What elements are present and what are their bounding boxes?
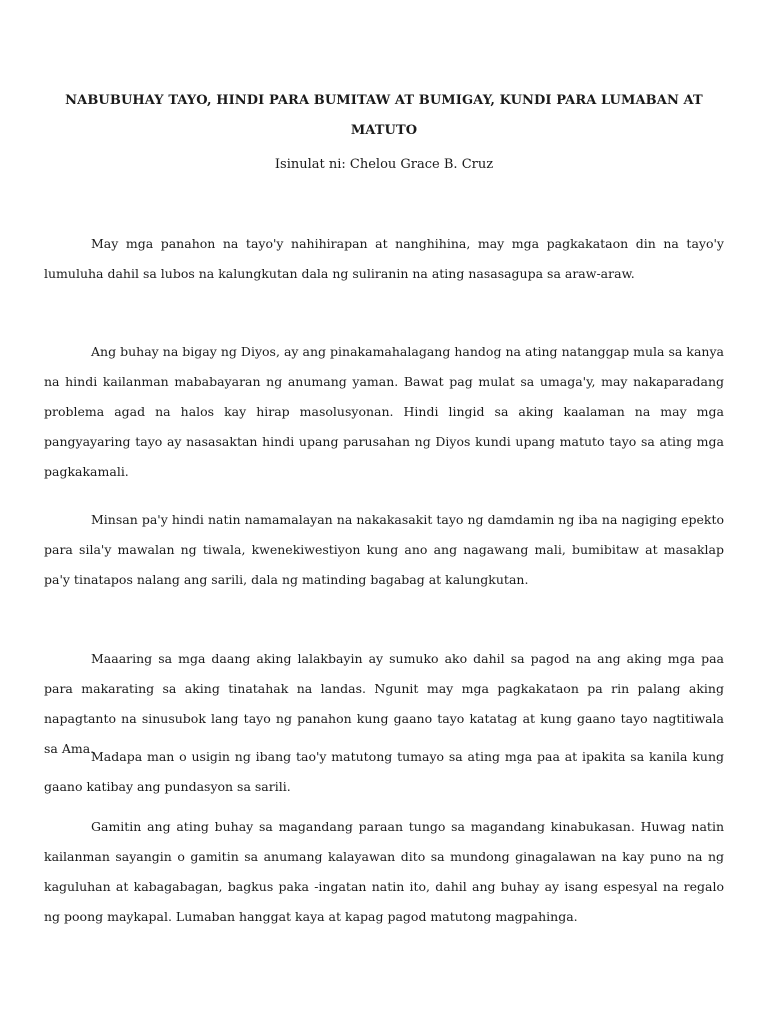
author-line: Isinulat ni: Chelou Grace B. Cruz bbox=[274, 157, 494, 172]
paragraph-1: May mga panahon na tayo'y nahihirapan at nanghihina, may mga pagkakataon din na tayo'y lumuluha dahil sa lubos na kalungkutan dala ng suliranin na ating nasasagupa sa araw-araw. bbox=[44, 236, 724, 281]
paragraph-6: Gamitin ang ating buhay sa magandang paraan tungo sa magandang kinabukasan. Huwag natin kailanman sayangin o gamitin sa anumang kalayawan dito sa mundong ginagalawan na kay puno na ng kaguluhan at kabagabagan, bagkus paka -ingatan natin ito, dahil ang buhay ay isang espesyal na regalo ng poong maykapal. Lumaban hanggat kaya at kapag pagod matutong magpahinga. bbox=[44, 819, 724, 924]
paragraph-4: Maaaring sa mga daang aking lalakbayin ay sumuko ako dahil sa pagod na ang aking mga paa para makarating sa aking tinatahak na landas. Ngunit may mga pagkakataon pa rin palang aking napagtanto na sinusubok lang tayo ng panahon kung gaano tayo katatag at kung gaano tayo nagtitiwala sa Ama. bbox=[44, 651, 724, 756]
document-title: NABUBUHAY TAYO, HINDI PARA BUMITAW AT BUMIGAY, KUNDI PARA LUMABAN AT MATUTO bbox=[65, 93, 703, 138]
paragraph-5: Madapa man o usigin ng ibang tao'y matutong tumayo sa ating mga paa at ipakita sa kanila kung gaano katibay ang pundasyon sa sarili. bbox=[44, 749, 724, 794]
paragraph-2: Ang buhay na bigay ng Diyos, ay ang pinakamahalagang handog na ating natanggap mula sa kanya na hindi kailanman mababayaran ng anumang yaman. Bawat pag mulat sa umaga'y, may nakaparadang problema agad na halos kay hirap masolusyonan. Hindi lingid sa aking kaalaman na may mga pangyayaring tayo ay nasasaktan hindi upang parusahan ng Diyos kundi upang matuto tayo sa ating mga pagkakamali. bbox=[44, 344, 724, 479]
paragraph-3: Minsan pa'y hindi natin namamalayan na nakakasakit tayo ng damdamin ng iba na nagiging epekto para sila'y mawalan ng tiwala, kwenekiwestiyon kung ano ang nagawang mali, bumibitaw at masaklap pa'y tinatapos nalang ang sarili, dala ng matinding bagabag at kalungkutan. bbox=[44, 512, 724, 587]
